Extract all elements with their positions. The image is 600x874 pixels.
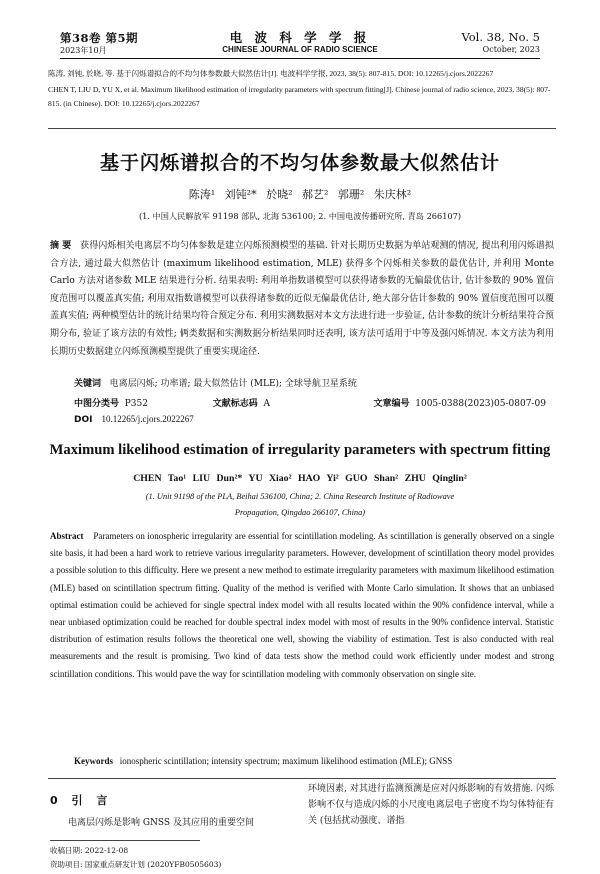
header-volume-en: Vol. 38, No. 5 (461, 30, 540, 44)
doc-code-value: A (263, 399, 270, 409)
section-heading (50, 792, 107, 808)
footnote-funding: 资助项目: 国家重点研发计划 (2020YFB0505603) (50, 860, 222, 869)
keywords-cn (74, 376, 357, 389)
citation-rule (48, 128, 556, 129)
affiliations-en-line1: (1. Unit 91198 of the PLA, Beihai 536100, China; 2. China Research Institute of Radiowave (145, 492, 455, 501)
body-text-left: 电离层闪烁是影响 GNSS 及其应用的重要空间 (68, 818, 254, 828)
journal-name-en: CHINESE JOURNAL OF RADIO SCIENCE (222, 45, 378, 54)
keywords-en-label: Keywords (74, 756, 113, 766)
affiliations-cn: (1. 中国人民解放军 91198 部队, 北海 536100; 2. 中国电波传播研究所, 青岛 266107) (138, 211, 462, 221)
abstract-cn (50, 238, 554, 361)
abstract-cn-text: 获得闪烁相关电离层不均匀体参数是建立闪烁预测模型的基础. 针对长期历史数据为单站观测的情况, 提出利用闪烁谱拟合方法, 通过最大似然估计 (maximum likelihood estimation, MLE) 获得多个闪烁相关参数的最优估计, 并利用 Monte Carlo 方法对诸参数 MLE 结果进行分析. 结果表明: 利用单指数谱模型可以获得诸参数的无偏最优估计, 估计参数的 90% 置信度范围可以覆盖真实值; 利用双指数谱模型可以获得诸参数的近似无偏最优估计, 绝大部分估计参数的 90% 置信度范围可以覆盖真实值; 两种模型估计的统计结果均符合预定分布. 利用实测数据对本文方法进行进一步验证, 估计参数的统计分析结果符合预期分布, 验证了该方法的有效性; 俩类数据和实测数据分析结果同时还表明, 该方法可适用于中等及强闪烁情况. 本文方法为利用长期历史数据建立闪烁预测模型提供了重要实现途径. (50, 241, 554, 357)
clc-label: 中图分类号 (74, 399, 120, 409)
header-volume-cn: 第38卷 第5期 (60, 31, 139, 45)
article-no-value: 1005-0388(2023)05-0807-09 (415, 399, 546, 409)
header-date-en: October, 2023 (482, 45, 540, 54)
abstract-en-text: Parameters on ionospheric irregularity are essential for scintillation modeling. As scintillation is generally observed on a single site basis, it had been a hard work to retrieve various irregularity parameters. However, development of scintillation theory model provides a possible solution to this difficulty. Here we present a new method to estimate irregularity parameters with maximum likelihood estimation (MLE) based on scintillation spectrum fitting. Quality of the method is verified with Monte Carlo simulation. It shows that an unbiased optimal estimation could be achieved for single spectral index model with all results located within the 90% confidence interval, while a near unbiased optimization could be reached for double spectral index model with most of results in the 90% confidence interval. Statistic distribution of estimation results follows the theoretical one well, showing the viability of estimation. Test is also conducted with real measurements and the result is promising. Two kind of data tests show the method could work efficiently under modest and strong scintillation conditions. This would pave the way for scintillation modeling with commonly observation on single site. (50, 531, 554, 679)
header-rule (60, 58, 540, 59)
keywords-en-text: ionospheric scintillation; intensity spectrum; maximum likelihood estimation (MLE); GNSS (119, 756, 453, 766)
abstract-en-label: Abstract (50, 531, 84, 541)
journal-name-cn: 电 波 科 学 学 报 (229, 30, 371, 45)
article-no-label: 文章编号 (373, 399, 410, 409)
section-number: 0 (50, 794, 58, 807)
affiliations-en-line2: Propagation, Qingdao 266107, China) (234, 508, 366, 517)
doc-code-label: 文献标志码 (212, 399, 258, 409)
section-rule (48, 778, 556, 779)
paper-title-cn: 基于闪烁谱拟合的不均匀体参数最大似然估计 (99, 152, 500, 174)
keywords-en (74, 756, 452, 766)
body-text-right: 环境因素, 对其进行监测预测是应对闪烁影响的有效措施. 闪烁影响不仅与造成闪烁的小尺度电离层电子密度不均匀体特征有关 (包括扰动强度、谱指 (308, 784, 554, 826)
keywords-cn-label: 关键词 (74, 379, 102, 389)
doi-label: DOI (74, 415, 93, 425)
doi-row (74, 414, 194, 425)
authors-cn: 陈涛¹ 刘钝²* 於晓² 郝艺² 郭珊² 朱庆林² (188, 188, 412, 201)
doi-value: 10.12265/j.cjors.2022267 (101, 414, 194, 424)
footnote-rule (50, 840, 200, 841)
classification-row (74, 396, 554, 409)
paper-title-en: Maximum likelihood estimation of irregularity parameters with spectrum fitting (49, 442, 551, 458)
header-date-cn: 2023年10月 (60, 46, 107, 55)
abstract-en (50, 528, 554, 683)
keywords-cn-text: 电离层闪烁; 功率谱; 最大似然估计 (MLE); 全球导航卫星系统 (109, 379, 357, 389)
citation-cn: 陈涛, 刘钝, 於晓, 等. 基于闪烁谱拟合的不均匀体参数最大似然估计[J]. 电波科学学报, 2023, 38(5): 807-815. DOI: 10.12265/j.cjors.2022267 (48, 69, 494, 78)
abstract-cn-label: 摘 要 (50, 241, 72, 251)
citation-en: CHEN T, LIU D, YU X, et al. Maximum likelihood estimation of irregularity parameters with spectrum fitting[J]. Chinese journal of radio science, 2023, 38(5): 807-815. (in Chinese). DOI: 10.12265/j.cjors.2022267 (48, 85, 551, 108)
clc-value: P352 (124, 399, 148, 409)
footnote-received: 收稿日期: 2022-12-08 (50, 846, 129, 855)
authors-en: CHEN Tao¹ LIU Dun²* YU Xiao² HAO Yi² GUO Shan² ZHU Qinglin² (133, 473, 467, 484)
section-title: 引 言 (71, 794, 108, 807)
